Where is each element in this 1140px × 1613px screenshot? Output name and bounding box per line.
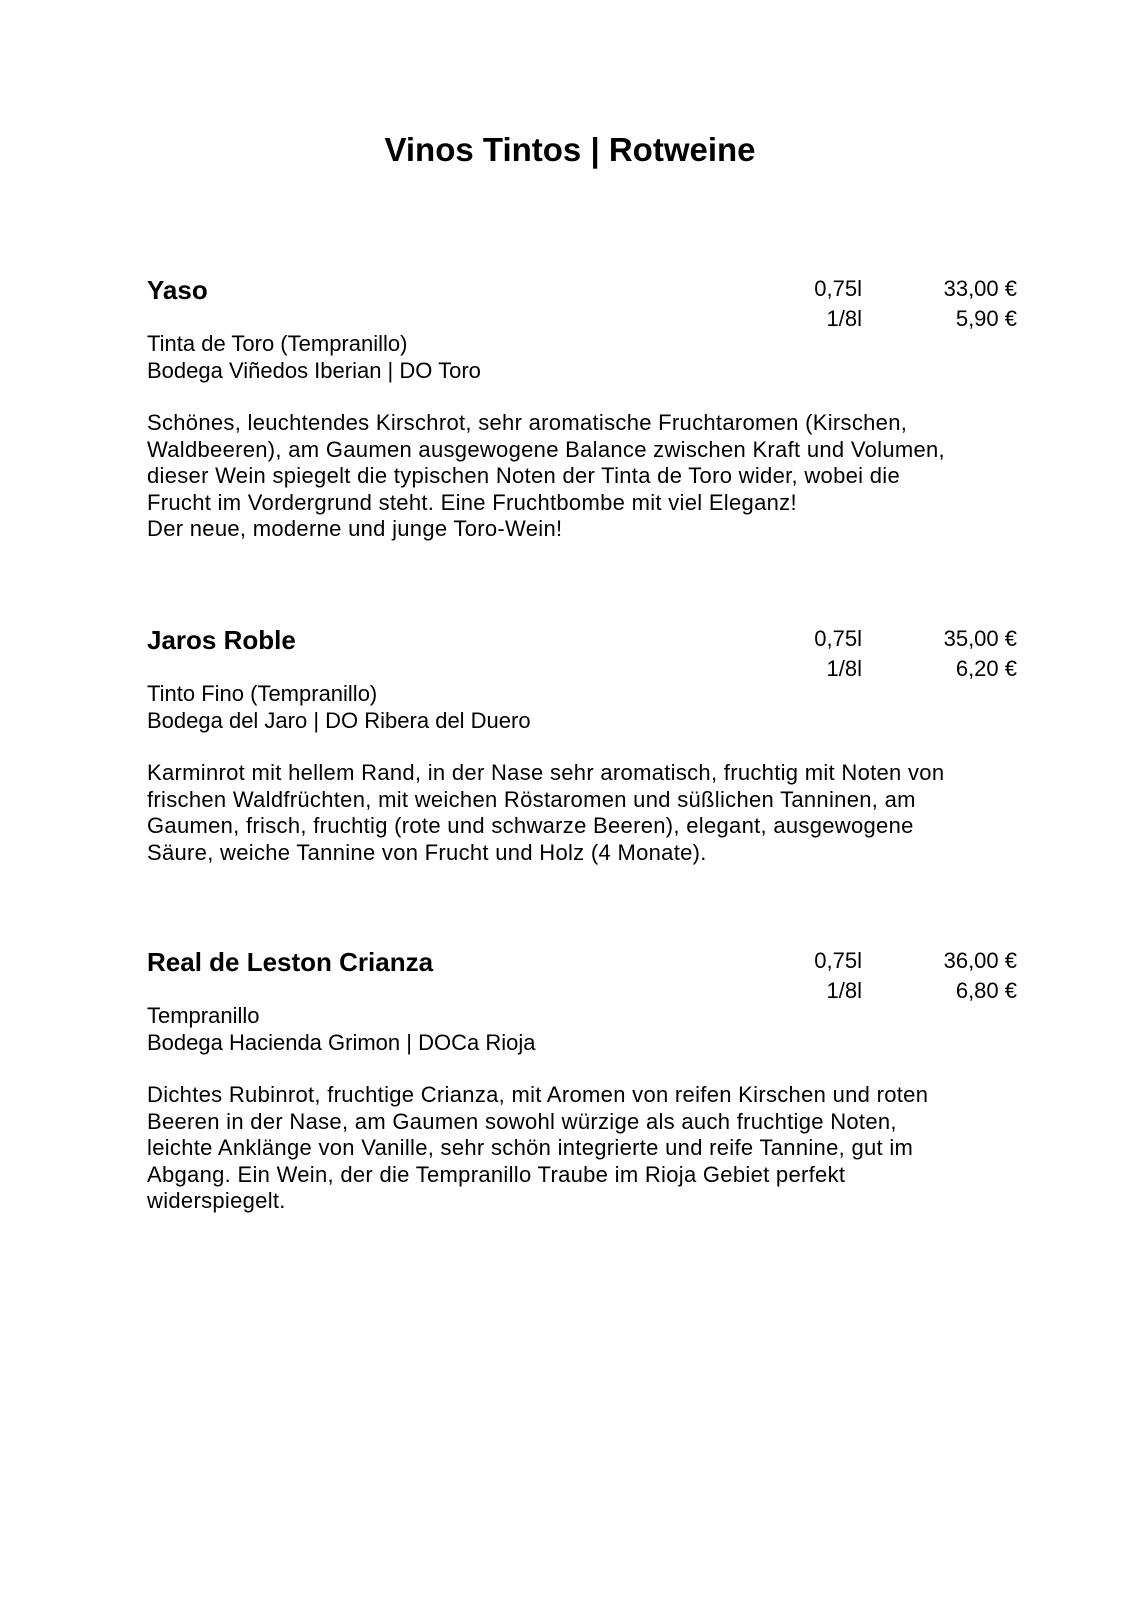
description-line: Karminrot mit hellem Rand, in der Nase sehr aromatisch, fruchtig mit Noten von xyxy=(147,760,945,785)
producer-region: Bodega Hacienda Grimon | DOCa Rioja xyxy=(147,1030,536,1055)
wine-name: Jaros Roble xyxy=(147,625,296,655)
description-line: Waldbeeren), am Gaumen ausgewogene Balance zwischen Kraft und Volumen, xyxy=(147,436,945,462)
bottle-size: 0,75l xyxy=(814,276,862,301)
bottle-price: 36,00 € xyxy=(943,948,1017,973)
glass-price: 6,80 € xyxy=(955,978,1017,1003)
bottle-price: 33,00 € xyxy=(943,276,1017,301)
grape-variety: Tinta de Toro (Tempranillo) xyxy=(147,331,408,356)
wine-description xyxy=(147,410,1017,543)
glass-price: 5,90 € xyxy=(955,306,1017,331)
glass-size: 1/8l xyxy=(826,978,862,1003)
glass-size: 1/8l xyxy=(826,306,862,331)
glass-price: 6,20 € xyxy=(955,656,1017,681)
page-title: Vinos Tintos | Rotweine xyxy=(384,131,756,168)
wine-description xyxy=(147,1082,1017,1215)
description-line: widerspiegelt. xyxy=(147,1188,286,1214)
bottle-size: 0,75l xyxy=(814,626,862,651)
price-row-bottle xyxy=(147,274,1017,304)
wine-name: Yaso xyxy=(147,275,208,305)
grape-variety: Tempranillo xyxy=(147,1003,260,1028)
wine-description xyxy=(147,760,1017,866)
price-row-bottle xyxy=(147,946,1017,976)
description-line: Dichtes Rubinrot, fruchtige Crianza, mit Aromen von reifen Kirschen und roten xyxy=(147,1082,929,1107)
description-line: Abgang. Ein Wein, der die Tempranillo Traube im Rioja Gebiet perfekt xyxy=(147,1161,846,1187)
bottle-price: 35,00 € xyxy=(943,626,1017,651)
description-line: leichte Anklänge von Vanille, sehr schön integrierte und reife Tannine, gut im xyxy=(147,1135,914,1161)
description-line: frischen Waldfrüchten, mit weichen Röstaromen und süßlichen Tanninen, am xyxy=(147,786,916,812)
wine-name: Real de Leston Crianza xyxy=(147,947,434,977)
description-line: Der neue, moderne und junge Toro-Wein! xyxy=(147,516,563,542)
producer-region: Bodega del Jaro | DO Ribera del Duero xyxy=(147,708,531,733)
description-line: Frucht im Vordergrund steht. Eine Fruchtbombe mit viel Eleganz! xyxy=(147,489,797,515)
price-row-bottle xyxy=(147,624,1017,654)
description-line: Säure, weiche Tannine von Frucht und Holz (4 Monate). xyxy=(147,839,707,865)
producer-region: Bodega Viñedos Iberian | DO Toro xyxy=(147,358,481,383)
bottle-size: 0,75l xyxy=(814,948,862,973)
price-row-glass xyxy=(147,976,1017,1006)
description-line: Beeren in der Nase, am Gaumen sowohl würzige als auch fruchtige Noten, xyxy=(147,1108,897,1134)
description-line: Schönes, leuchtendes Kirschrot, sehr aromatische Fruchtaromen (Kirschen, xyxy=(147,410,908,435)
description-line: Gaumen, frisch, fruchtig (rote und schwarze Beeren), elegant, ausgewogene xyxy=(147,813,914,839)
glass-size: 1/8l xyxy=(826,656,862,681)
grape-variety: Tinto Fino (Tempranillo) xyxy=(147,681,378,706)
description-line: dieser Wein spiegelt die typischen Noten der Tinta de Toro wider, wobei die xyxy=(147,463,901,489)
